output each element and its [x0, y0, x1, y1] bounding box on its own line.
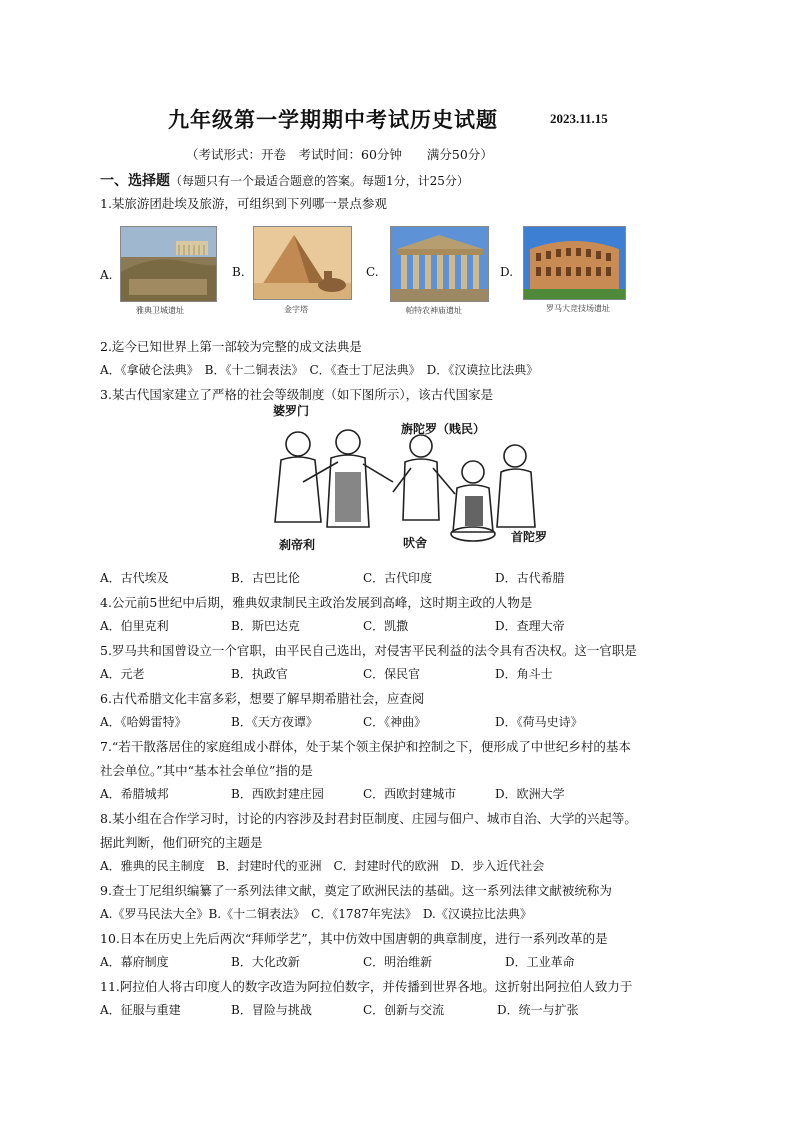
caste-label-brahmin: 婆罗门 [273, 404, 310, 418]
q7-option-b: B．西欧封建庄园 [231, 787, 324, 801]
q4-option-d: D．查理大帝 [495, 619, 565, 633]
q4-option-a: A．伯里克利 [100, 619, 169, 633]
question-6: 6.古代希腊文化丰富多彩，想要了解早期希腊社会，应查阅 [100, 691, 425, 706]
q7-option-a: A．希腊城邦 [100, 787, 169, 801]
caste-label-kshatriya: 刹帝利 [279, 538, 316, 552]
question-5: 5.罗马共和国曾设立一个官职，由平民自己选出，对侵害平民利益的法令具有否决权。这一官职是 [100, 643, 637, 658]
question-11: 11.阿拉伯人将古印度人的数字改造为阿拉伯数字，并传播到世界各地。这折射出阿拉伯人致力于 [100, 979, 633, 994]
caste-illustration [243, 402, 559, 552]
q1-caption-c: 帕特农神庙遗址 [406, 306, 462, 315]
q7-option-c: C．西欧封建城市 [363, 787, 457, 801]
q5-option-a: A．元老 [100, 667, 145, 681]
question-7-line-2: 社会单位。”其中“基本社会单位”指的是 [100, 763, 313, 778]
section-note: （每题只有一个最适合题意的答案。每题1分，计25分） [170, 174, 469, 188]
exam-date: 2023.11.15 [550, 111, 608, 126]
q3-option-b: B．古巴比伦 [231, 571, 300, 585]
q4-option-c: C．凯撒 [363, 619, 409, 633]
q3-option-c: C．古代印度 [363, 571, 433, 585]
q3-option-a: A．古代埃及 [100, 571, 169, 585]
q5-option-c: C．保民官 [363, 667, 421, 681]
q1-option-b-label: B. [232, 265, 245, 279]
colosseum-image [523, 226, 626, 300]
q6-option-d: D．《荷马史诗》 [495, 715, 583, 729]
q5-option-d: D．角斗士 [495, 667, 553, 681]
section-title: 一、选择题 [100, 173, 170, 189]
parthenon-image [390, 226, 489, 302]
caste-label-vaishya: 吠舍 [403, 536, 428, 550]
q11-option-d: D．统一与扩张 [497, 1003, 579, 1017]
question-2: 2.迄今已知世界上第一部较为完整的成文法典是 [100, 339, 362, 354]
q1-option-d-label: D. [500, 265, 514, 279]
question-10: 10.日本在历史上先后两次“拜师学艺”，其中仿效中国唐朝的典章制度，进行一系列改革的是 [100, 931, 608, 946]
acropolis-image [120, 226, 217, 302]
question-7-line-1: 7.“若干散落居住的家庭组成小群体，处于某个领主保护和控制之下，便形成了中世纪乡村的基本 [100, 739, 631, 754]
page-title: 九年级第一学期期中考试历史试题 [168, 107, 498, 132]
q2-options: A．《拿破仑法典》 B．《十二铜表法》 C．《查士丁尼法典》 D．《汉谟拉比法典》 [100, 363, 539, 377]
q6-option-a: A．《哈姆雷特》 [100, 715, 187, 729]
q1-caption-a: 雅典卫城遗址 [136, 306, 184, 315]
question-3: 3.某古代国家建立了严格的社会等级制度（如下图所示），该古代国家是 [100, 387, 494, 402]
q3-option-d: D．古代希腊 [495, 571, 565, 585]
q6-option-b: B．《天方夜谭》 [231, 715, 318, 729]
q6-option-c: C．《神曲》 [363, 715, 427, 729]
question-4: 4.公元前5世纪中后期，雅典奴隶制民主政治发展到高峰，这时期主政的人物是 [100, 595, 533, 610]
q11-option-c: C．创新与交流 [363, 1003, 445, 1017]
q10-option-a: A．幕府制度 [100, 955, 169, 969]
question-8-line-1: 8.某小组在合作学习时，讨论的内容涉及封君封臣制度、庄园与佃户、城市自治、大学的兴起等。 [100, 811, 637, 826]
q11-option-a: A．征服与重建 [100, 1003, 181, 1017]
exam-info: （考试形式：开卷 考试时间：60分钟 满分50分） [186, 147, 493, 162]
q8-options: A．雅典的民主制度 B．封建时代的亚洲 C．封建时代的欧洲 D．步入近代社会 [100, 859, 545, 873]
q1-option-a-label: A. [100, 268, 113, 282]
q10-option-c: C．明治维新 [363, 955, 433, 969]
q10-option-d: D．工业革命 [505, 955, 575, 969]
question-8-line-2: 据此判断，他们研究的主题是 [100, 835, 263, 850]
q1-option-c-label: C. [366, 265, 379, 279]
q10-option-b: B．大化改新 [231, 955, 300, 969]
caste-label-chandala: 旃陀罗（贱民） [401, 422, 486, 436]
q11-option-b: B．冒险与挑战 [231, 1003, 312, 1017]
pyramid-image [253, 226, 352, 300]
q5-option-b: B．执政官 [231, 667, 288, 681]
q4-option-b: B．斯巴达克 [231, 619, 300, 633]
section-heading [100, 170, 469, 190]
q9-options: A.《罗马民法大全》B.《十二铜表法》 C．《1787年宪法》 D.《汉谟拉比法典》 [100, 907, 532, 921]
caste-label-shudra: 首陀罗 [511, 530, 548, 544]
question-9: 9.查士丁尼组织编纂了一系列法律文献，奠定了欧洲民法的基础。这一系列法律文献被统称为 [100, 883, 612, 898]
question-1: 1.某旅游团赴埃及旅游，可组织到下列哪一景点参观 [100, 196, 387, 211]
q1-caption-d: 罗马大竞技场遗址 [546, 304, 610, 313]
q1-caption-b: 金字塔 [284, 305, 308, 314]
q7-option-d: D．欧洲大学 [495, 787, 565, 801]
